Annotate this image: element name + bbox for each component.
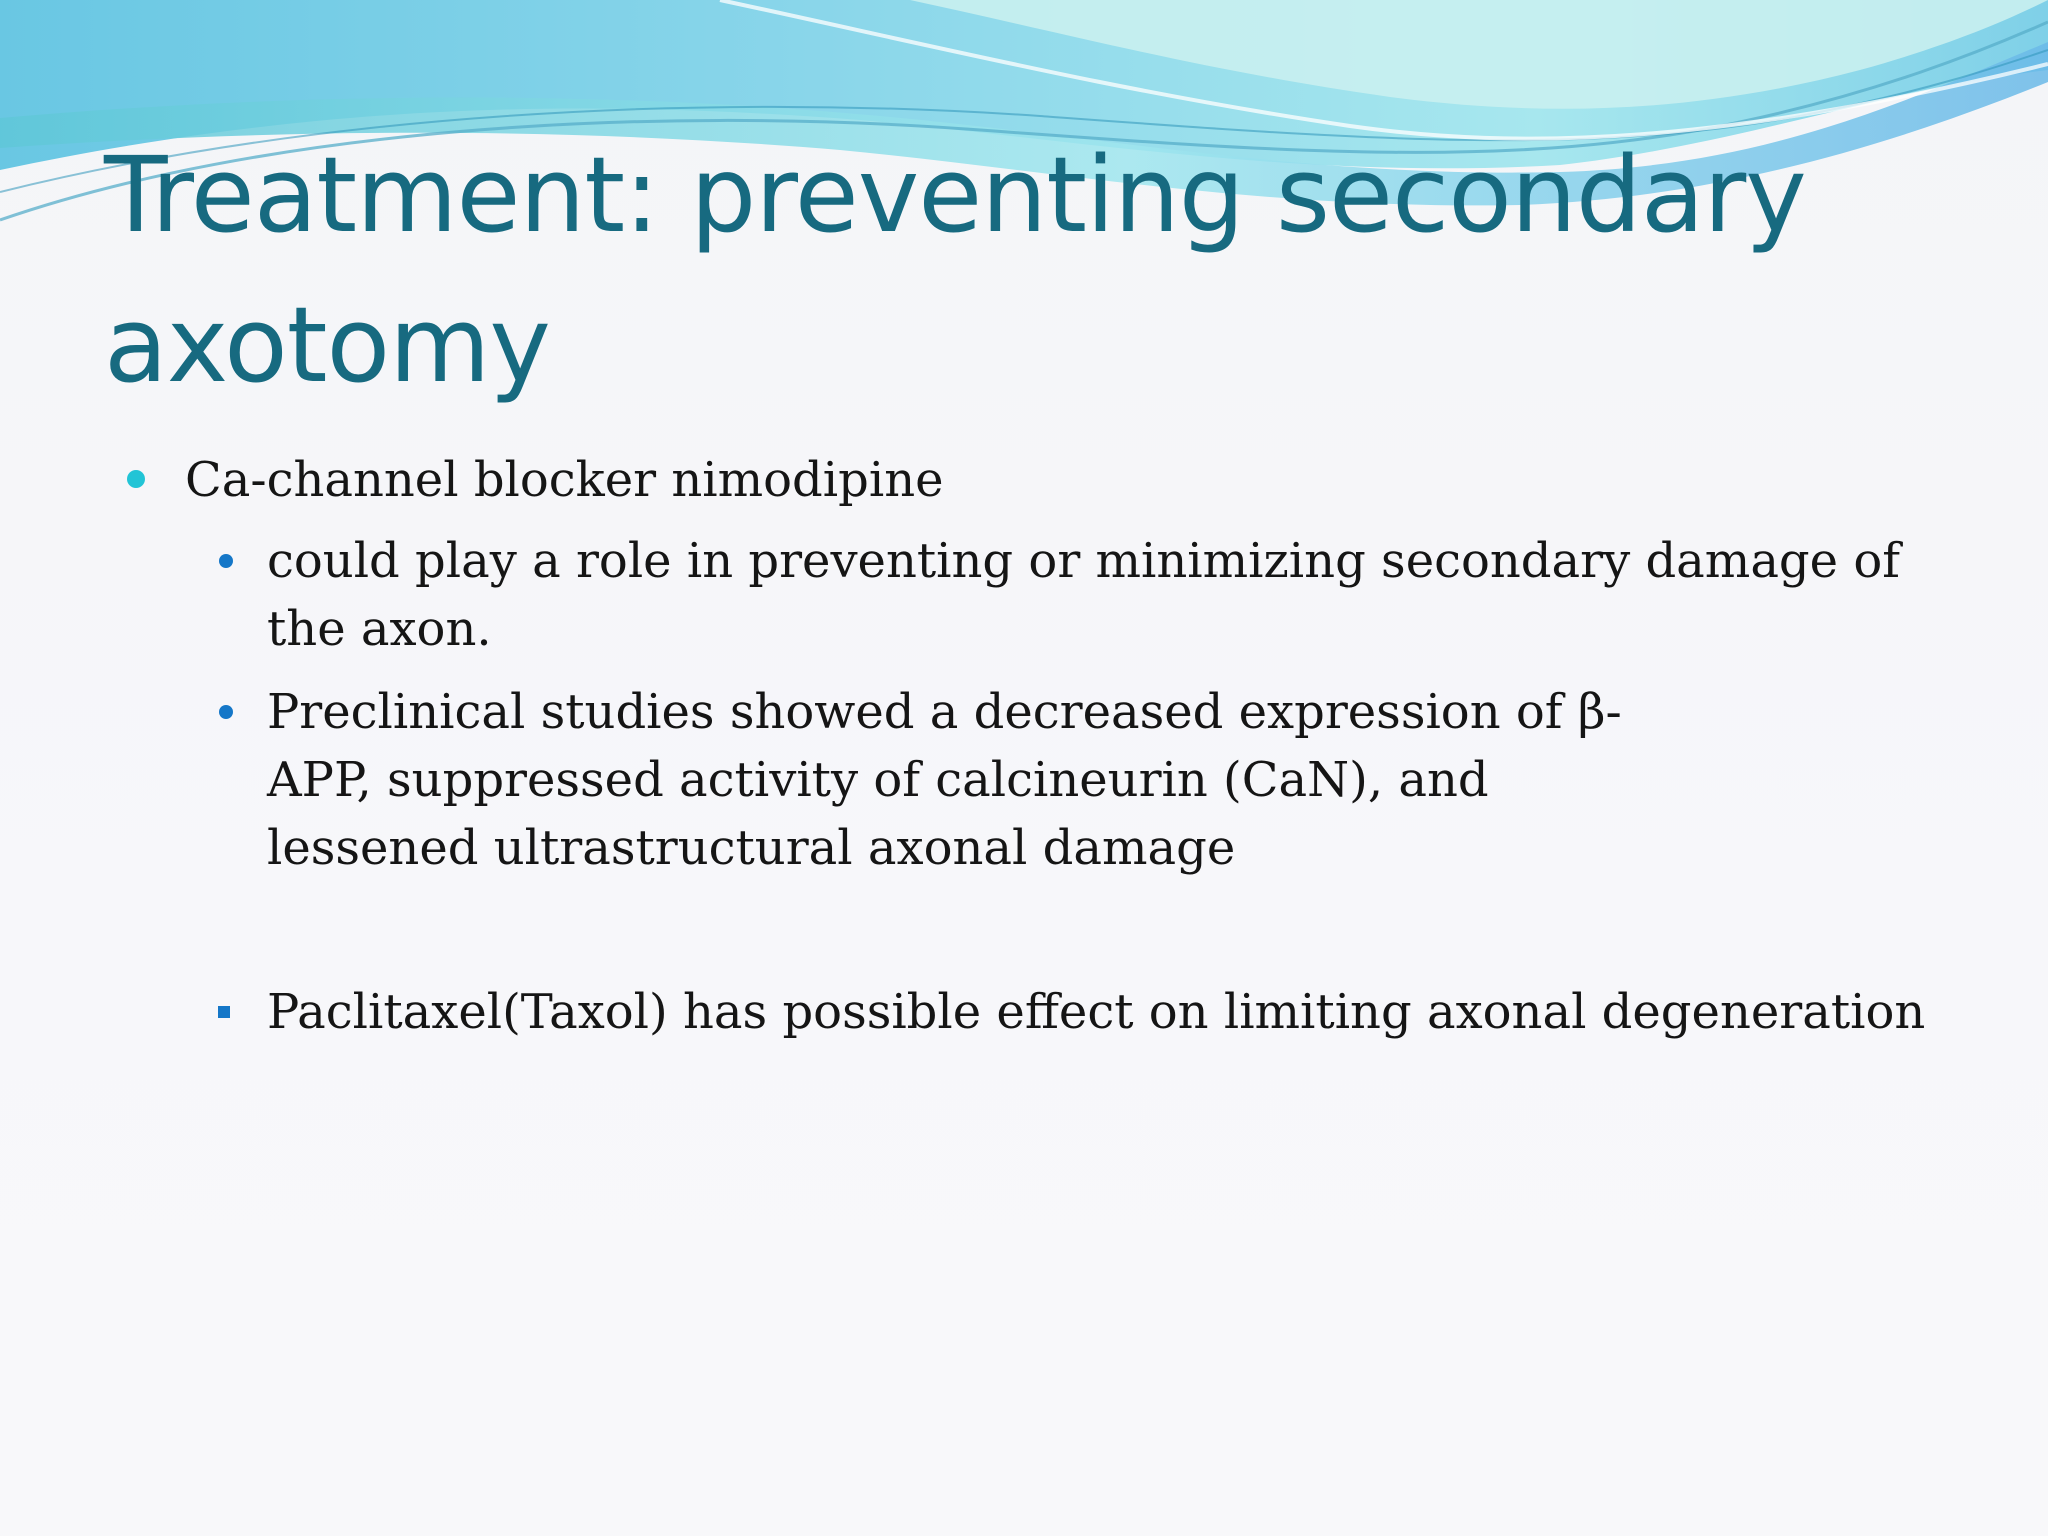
bullet-level2-icon — [219, 705, 233, 719]
square-bullet-icon — [218, 1006, 230, 1018]
bullet-item-role-preventing-damage: could play a role in preventing or minimizing secondary damage of the axon. — [267, 533, 1900, 657]
bullet-item-paclitaxel: Paclitaxel(Taxol) has possible effect on limiting axonal degeneration — [267, 984, 1926, 1040]
bullet-level2-icon — [219, 554, 233, 568]
bullet-item-nimodipine: Ca-channel blocker nimodipine — [185, 452, 944, 508]
bullet-level1-icon — [127, 470, 145, 488]
slide-title: Treatment: preventing secondary axotomy — [104, 134, 1806, 406]
bullet-item-preclinical-studies: Preclinical studies showed a decreased expression of β-APP, suppressed activity of calcineurin (CaN), and lessened ultrastructural axonal damage — [267, 684, 1622, 876]
